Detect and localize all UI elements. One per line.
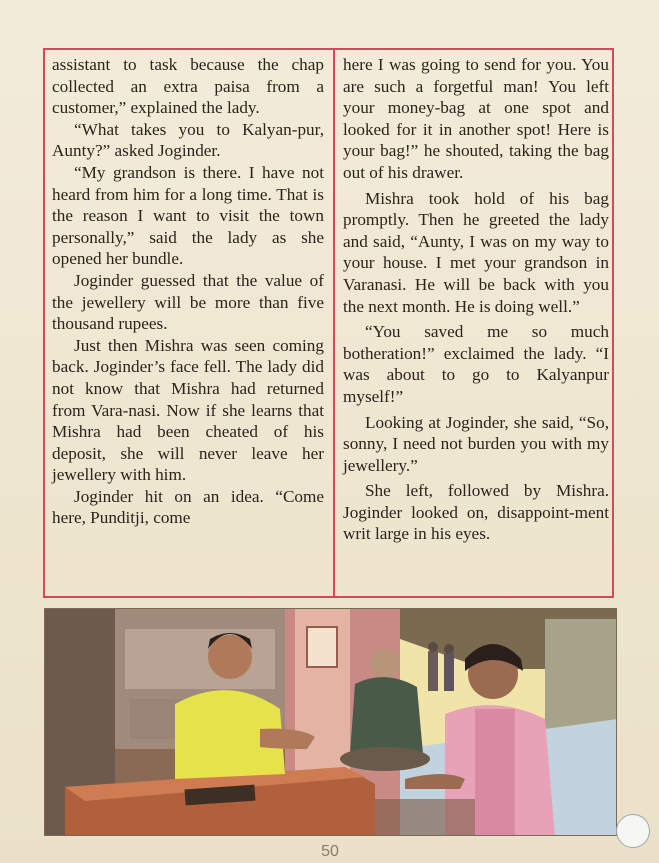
- story-paragraph: “You saved me so much botheration!” exclaimed the lady. “I was about to go to Kalyanpur myself!”: [343, 322, 609, 406]
- illustration-panel: [44, 608, 617, 836]
- story-paragraph: Joginder hit on an idea. “Come here, Punditji, come: [52, 486, 324, 528]
- story-paragraph: Looking at Joginder, she said, “So, sonny, I need not burden you with my jewellery.”: [343, 412, 609, 475]
- story-paragraph: “What takes you to Kalyan-pur, Aunty?” asked Joginder.: [52, 119, 324, 161]
- story-paragraph: here I was going to send for you. You are such a forgetful man! You left your money-bag at one spot and looked for it in another spot! Here is your bag!” he shouted, taking the bag out of his drawer.: [343, 55, 609, 182]
- page-number: 50: [321, 843, 339, 860]
- story-column-left: [52, 54, 324, 529]
- wall-frame: [307, 627, 337, 667]
- story-paragraph: She left, followed by Mishra. Joginder looked on, disappoint-ment writ large in his eyes.: [343, 481, 609, 544]
- shop-scene-illustration: [45, 609, 617, 836]
- story-paragraph: Mishra took hold of his bag promptly. Then he greeted the lady and said, “Aunty, I was on my way to your house. I met your grandson in Varanasi. He will be back with you the next month. He is doing well.”: [343, 188, 609, 316]
- story-column-right: [343, 54, 609, 549]
- story-paragraph: “My grandson is there. I have not heard from him for a long time. That is the reason I want to visit the town personally,” said the lady as she opened her bundle.: [52, 162, 324, 269]
- story-paragraph: Joginder guessed that the value of the jewellery will be more than five thousand rupees.: [52, 270, 324, 334]
- old-lady-figure: [370, 649, 400, 679]
- column-divider: [333, 48, 335, 598]
- story-paragraph: Just then Mishra was seen coming back. Joginder’s face fell. The lady did not know that Mishra had returned from Vara-nasi. Now if she learns that Mishra had been cheated of his deposit, she will never leave her jewellery with him.: [52, 335, 324, 485]
- library-stamp-icon: [616, 814, 650, 848]
- story-paragraph: assistant to task because the chap collected an extra paisa from a customer,” explained the lady.: [52, 55, 324, 118]
- shopkeeper-figure: [208, 635, 252, 679]
